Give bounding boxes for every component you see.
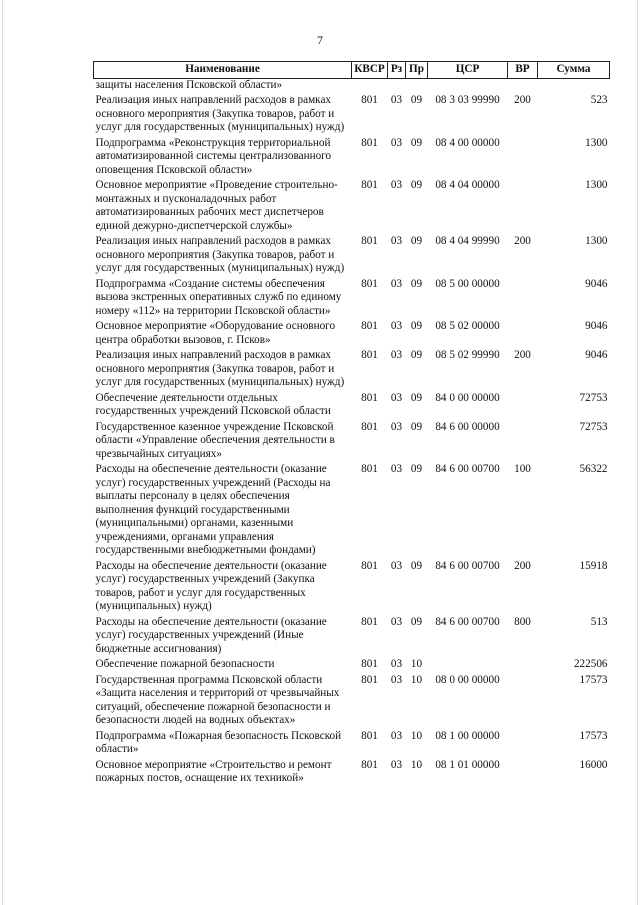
cell-kvsr: 801	[361, 349, 378, 361]
cell-vr	[508, 177, 538, 233]
cell-kvsr: 801	[361, 758, 378, 771]
cell-rz: 03	[390, 391, 403, 404]
scan-edge-right	[637, 0, 638, 905]
cell-name: Подпрограмма «Пожарная безопасность Псковской области»	[95, 729, 342, 755]
cell-csr: 08 4 04 00000	[435, 179, 500, 191]
cell-sum: 523	[590, 94, 608, 106]
cell-sum: 222506	[573, 658, 608, 670]
table-row	[94, 461, 610, 558]
cell-name: защиты населения Псковской области»	[95, 78, 283, 91]
table-body	[94, 78, 610, 786]
cell-csr: 08 4 00 00000	[435, 136, 500, 149]
cell-name: Реализация иных направлений расходов в рамках основного мероприятия (Закупка товаров, работ и услуг для государственных (муниципальных) нужд)	[95, 94, 345, 133]
cell-sum: 9046	[585, 349, 608, 361]
cell-rz: 03	[390, 179, 403, 191]
cell-pr	[406, 78, 428, 92]
header-rz: Рз	[388, 62, 406, 79]
cell-csr: 08 0 00 00000	[435, 673, 500, 686]
cell-pr: 09	[410, 391, 423, 404]
cell-sum: 1300	[585, 179, 608, 191]
cell-vr	[508, 728, 538, 757]
cell-vr	[508, 419, 538, 462]
table-row	[94, 390, 610, 419]
header-csr: ЦСР	[428, 62, 508, 79]
cell-sum: 1300	[585, 235, 608, 247]
cell-kvsr: 801	[361, 658, 378, 670]
cell-rz: 03	[390, 729, 403, 742]
table-row	[94, 614, 610, 657]
cell-pr: 09	[410, 277, 423, 290]
cell-vr	[508, 135, 538, 178]
cell-kvsr: 801	[361, 420, 378, 433]
cell-name: Государственная программа Псковской области «Защита населения и территорий от чрезвычайных ситуаций, обеспечение пожарной безопасности и безопасности людей на водных объектах»	[95, 673, 340, 726]
cell-csr: 08 3 03 99990	[435, 94, 500, 106]
cell-pr: 09	[410, 320, 423, 332]
table-row	[94, 78, 610, 92]
cell-rz: 03	[390, 320, 403, 332]
cell-name: Основное мероприятие «Оборудование основного центра обработки вызовов, г. Псков»	[95, 320, 336, 346]
cell-name: Расходы на обеспечение деятельности (оказание услуг) государственных учреждений (Расходы на выплаты персоналу в целях обеспечения выполнения функций государственными (муниципальными) органами, казенными учреждениями, органами управления государственными внебюджетными фондами)	[95, 463, 331, 556]
cell-vr	[508, 672, 538, 728]
table-row	[94, 672, 610, 728]
cell-kvsr: 801	[361, 277, 378, 290]
cell-csr	[428, 656, 508, 672]
cell-pr: 09	[410, 235, 423, 247]
cell-kvsr: 801	[361, 320, 378, 332]
cell-rz: 03	[390, 615, 403, 628]
table-row	[94, 276, 610, 319]
cell-name: Реализация иных направлений расходов в рамках основного мероприятия (Закупка товаров, работ и услуг для государственных (муниципальных) нужд)	[95, 349, 345, 388]
cell-sum: 56322	[579, 463, 608, 475]
cell-name: Реализация иных направлений расходов в рамках основного мероприятия (Закупка товаров, работ и услуг для государственных (муниципальных) нужд)	[95, 235, 345, 274]
table-header	[94, 62, 610, 79]
cell-csr: 08 5 02 00000	[435, 320, 500, 332]
cell-name: Обеспечение деятельности отдельных государственных учреждений Псковской области	[95, 391, 331, 417]
cell-rz: 03	[390, 559, 403, 572]
table-row	[94, 233, 610, 276]
page-number: 7	[317, 33, 323, 47]
cell-vr	[508, 656, 538, 672]
cell-sum: 72753	[579, 420, 608, 433]
table-row	[94, 318, 610, 347]
cell-pr: 09	[410, 349, 423, 361]
cell-name: Государственное казенное учреждение Псковской области «Управление обеспечения деятельности в чрезвычайных ситуациях»	[95, 420, 335, 460]
table-row	[94, 656, 610, 672]
cell-vr: 200	[514, 559, 531, 572]
cell-sum	[538, 78, 610, 92]
cell-csr: 84 6 00 00700	[435, 615, 500, 628]
cell-sum: 9046	[585, 277, 608, 290]
cell-pr: 09	[410, 136, 423, 149]
cell-rz: 03	[390, 277, 403, 290]
budget-table	[93, 61, 610, 786]
cell-rz	[388, 78, 406, 92]
cell-sum: 72753	[579, 391, 608, 404]
cell-kvsr: 801	[361, 463, 378, 475]
cell-name: Основное мероприятие «Проведение строительно-монтажных и пусконаладочных работ автоматизированных рабочих мест диспетчеров единой дежурно-диспетчерской службы»	[95, 179, 338, 232]
cell-pr: 10	[410, 673, 423, 686]
cell-kvsr: 801	[361, 94, 378, 106]
cell-rz: 03	[390, 136, 403, 149]
cell-vr	[508, 390, 538, 419]
table-row	[94, 757, 610, 786]
cell-rz: 03	[390, 94, 403, 106]
cell-csr: 08 5 02 99990	[435, 349, 500, 361]
cell-csr: 08 1 00 00000	[435, 729, 500, 742]
cell-name: Расходы на обеспечение деятельности (оказание услуг) государственных учреждений (Закупка товаров, работ и услуг для государственных (муниципальных) нужд)	[95, 559, 327, 612]
cell-kvsr: 801	[361, 615, 378, 628]
cell-rz: 03	[390, 673, 403, 686]
cell-rz: 03	[390, 658, 403, 670]
cell-pr: 09	[410, 420, 423, 433]
cell-name: Подпрограмма «Создание системы обеспечения вызова экстренных оперативных служб по единому номеру «112» на территории Псковской области»	[95, 277, 342, 317]
cell-rz: 03	[390, 235, 403, 247]
cell-kvsr: 801	[361, 179, 378, 191]
cell-rz: 03	[390, 758, 403, 771]
cell-name: Обеспечение пожарной безопасности	[95, 658, 275, 670]
cell-vr	[508, 318, 538, 347]
cell-name: Подпрограмма «Реконструкция территориальной автоматизированной системы централизованного оповещения Псковской области»	[95, 136, 332, 176]
cell-pr: 09	[410, 94, 423, 106]
cell-csr: 84 6 00 00700	[435, 559, 500, 572]
table-row	[94, 728, 610, 757]
cell-csr: 08 1 01 00000	[435, 758, 500, 771]
table-row	[94, 92, 610, 135]
cell-rz: 03	[390, 349, 403, 361]
cell-csr: 08 5 00 00000	[435, 277, 500, 290]
cell-pr: 09	[410, 559, 423, 572]
cell-pr: 09	[410, 615, 423, 628]
cell-sum: 1300	[585, 136, 608, 149]
cell-vr	[508, 276, 538, 319]
cell-sum: 16000	[579, 758, 608, 771]
cell-pr: 10	[410, 729, 423, 742]
cell-csr: 08 4 04 99990	[435, 235, 500, 247]
cell-vr: 800	[514, 615, 531, 628]
cell-csr: 84 6 00 00000	[435, 420, 500, 433]
cell-pr: 09	[410, 463, 423, 475]
cell-rz: 03	[390, 463, 403, 475]
cell-vr: 100	[514, 463, 531, 475]
table-row	[94, 419, 610, 462]
cell-vr	[508, 757, 538, 786]
cell-csr: 84 6 00 00700	[435, 463, 500, 475]
cell-sum: 17573	[579, 673, 608, 686]
table-row	[94, 177, 610, 233]
cell-sum: 9046	[585, 320, 608, 332]
table-row	[94, 558, 610, 614]
cell-vr	[508, 78, 538, 92]
scan-edge-left	[2, 0, 3, 905]
cell-name: Расходы на обеспечение деятельности (оказание услуг) государственных учреждений (Иные бюджетные ассигнования)	[95, 615, 327, 655]
table-row	[94, 347, 610, 390]
cell-name: Основное мероприятие «Строительство и ремонт пожарных постов, оснащение их техникой»	[95, 758, 332, 784]
cell-kvsr: 801	[361, 391, 378, 404]
cell-csr	[428, 78, 508, 92]
header-pr: Пр	[406, 62, 428, 79]
cell-kvsr: 801	[361, 729, 378, 742]
cell-vr: 200	[514, 235, 531, 247]
header-vr: ВР	[508, 62, 538, 79]
header-sum: Сумма	[538, 62, 610, 79]
cell-kvsr: 801	[361, 136, 378, 149]
cell-csr: 84 0 00 00000	[435, 391, 500, 404]
cell-pr: 10	[410, 758, 423, 771]
cell-vr: 200	[514, 349, 531, 361]
cell-kvsr	[352, 78, 388, 92]
table-row	[94, 135, 610, 178]
header-kvsr: КВСР	[352, 62, 388, 79]
header-name: Наименование	[94, 62, 352, 79]
cell-pr: 10	[410, 658, 423, 670]
cell-rz: 03	[390, 420, 403, 433]
cell-sum: 15918	[579, 559, 608, 572]
cell-kvsr: 801	[361, 673, 378, 686]
cell-vr: 200	[514, 94, 531, 106]
cell-sum: 513	[590, 615, 608, 628]
cell-kvsr: 801	[361, 235, 378, 247]
cell-pr: 09	[410, 179, 423, 191]
cell-kvsr: 801	[361, 559, 378, 572]
cell-sum: 17573	[579, 729, 608, 742]
